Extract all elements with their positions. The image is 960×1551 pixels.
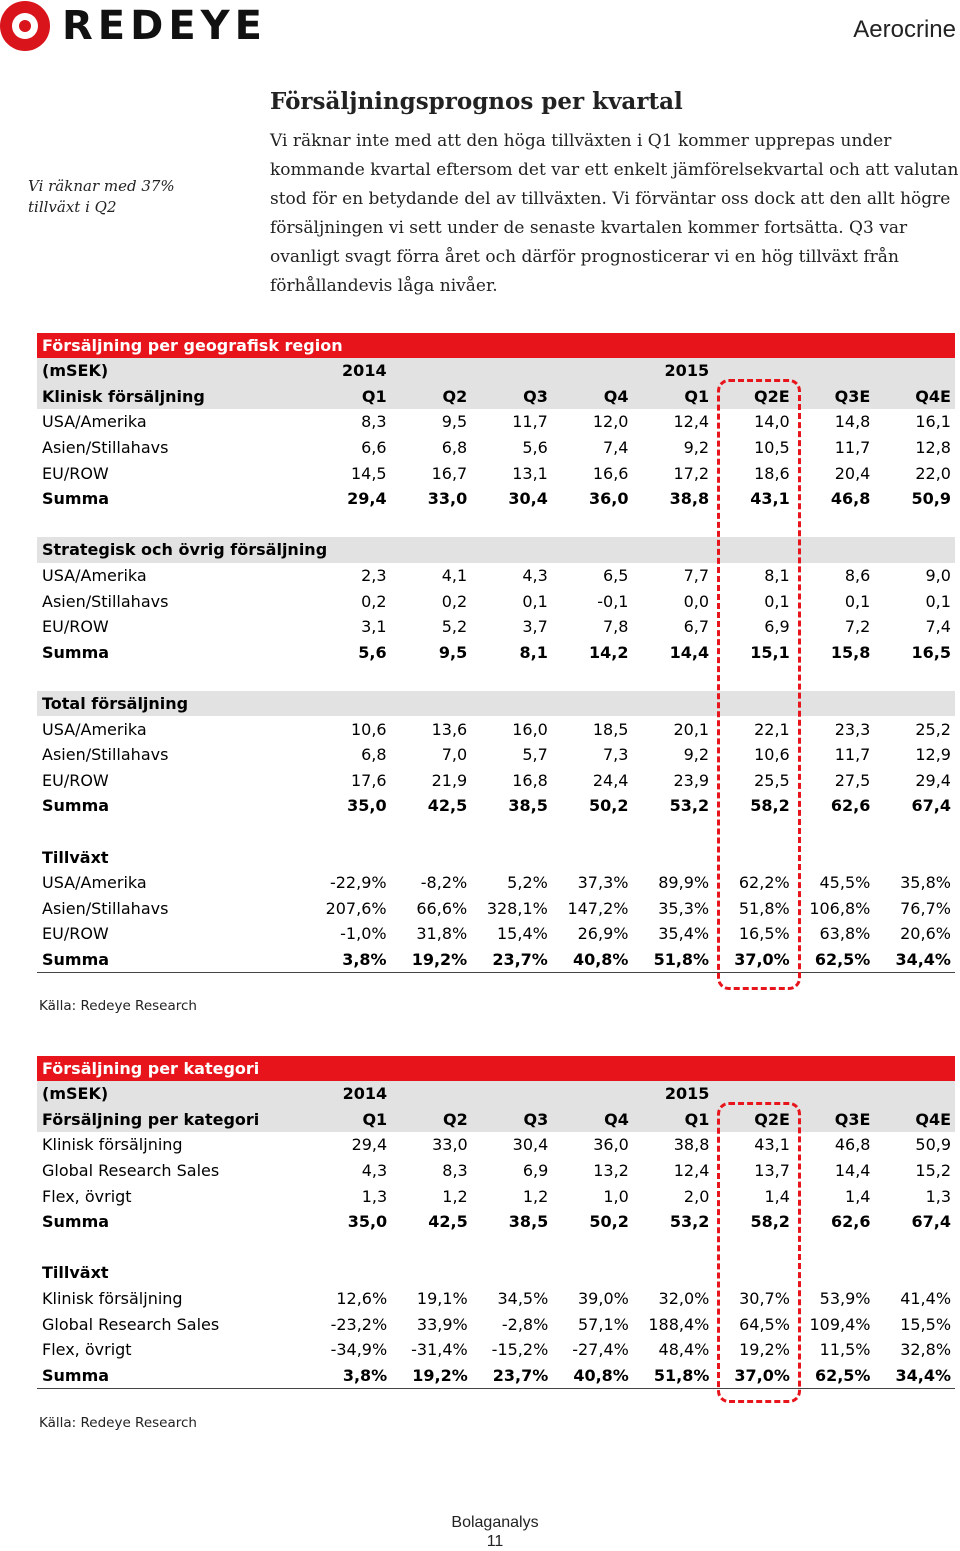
row-label: Flex, övrigt [42,1186,132,1206]
table-row [37,409,955,435]
table-cell: -1,0% [340,924,387,944]
table-cell: 15,8 [830,642,871,662]
table-cell: 16,8 [512,770,548,790]
table-cell: Q2 [442,386,468,406]
row-label: Asien/Stillahavs [42,591,169,611]
table-cell: 15,1 [750,642,790,662]
table-cell: 45,5% [819,873,871,893]
table-header-row [37,691,955,717]
table-cell: 1,4 [845,1186,871,1206]
table-cell: 38,5 [508,1212,549,1232]
table-header-row [37,1107,955,1133]
side-note: Vi räknar med 37% tillväxt i Q2 [28,177,175,216]
table-cell: 33,9% [416,1314,468,1334]
table-cell: 51,8% [653,1365,710,1385]
table-cell: 3,7 [522,617,548,637]
table-cell: 4,1 [441,566,468,586]
table-spacer-row [37,512,955,538]
table-cell: 6,8 [361,745,387,765]
table-cell: 16,1 [915,412,951,432]
row-label: Strategisk och övrig försäljning [42,540,328,560]
table-cell: 57,1% [578,1314,629,1334]
table-sales-by-category [37,1056,955,1389]
table-title-row [37,1056,955,1081]
table-cell: 53,9% [819,1289,871,1309]
table-row [37,1183,955,1209]
table-cell: 35,0 [347,1212,388,1232]
table-cell: 66,6% [416,898,468,918]
table-cell: 0,1 [844,591,871,611]
table-cell: 23,9 [673,770,710,790]
table-cell: Q3E [834,386,871,406]
table-cell: 2015 [664,361,710,381]
table-cell: 8,3 [361,412,387,432]
row-label: (mSEK) [42,361,109,381]
highlight-q2e-column [717,1102,801,1403]
table-cell: 35,8% [900,873,951,893]
table-cell: 37,0% [734,949,790,969]
table-cell: 23,7% [492,949,548,969]
table-cell: 19,1% [416,1289,468,1309]
table-cell: 1,2 [522,1186,549,1206]
row-label: Försäljning per kategori [42,1109,260,1129]
table-spacer-row [37,1235,955,1261]
table-cell: 62,2% [738,873,790,893]
table-cell: Q2E [754,1109,790,1129]
table-cell: 25,2 [915,719,951,739]
table-cell: 13,1 [512,463,548,483]
table-cell: 30,4 [508,489,548,509]
table-row [37,742,955,768]
table-row [37,1337,955,1363]
table-cell: 19,2% [739,1340,790,1360]
table-cell: 19,2% [412,1365,468,1385]
table-cell: 64,5% [739,1314,790,1334]
table-header-row [37,358,955,384]
table-spacer-row [37,819,955,845]
table-cell: 12,6% [336,1289,388,1309]
table-cell: 6,9 [522,1161,549,1181]
table-cell: 36,0 [588,489,629,509]
table-sum-row [37,947,955,974]
table-cell: 5,6 [358,642,387,662]
table-row [37,588,955,614]
table-cell: 58,2 [750,1212,790,1232]
table-sum-row [37,640,955,666]
table-cell: Q1 [362,1109,388,1129]
table-cell: 8,1 [519,642,548,662]
table-cell: Q1 [684,386,710,406]
table-cell: 40,8% [572,949,629,969]
table-row [37,435,955,461]
table-cell: 3,8% [342,949,387,969]
row-label: Summa [42,489,110,509]
table-row [37,768,955,794]
table-cell: 19,2% [411,949,468,969]
row-label: Klinisk försäljning [42,1135,183,1155]
table-cell: 12,8 [915,438,951,458]
table-cell: 62,6 [830,1212,871,1232]
table-cell: 76,7% [900,898,951,918]
table-cell: 14,4 [669,642,710,662]
table-cell: Q3E [834,1109,871,1129]
table-cell: 50,9 [911,489,951,509]
table-cell: 9,2 [683,438,710,458]
table-cell: 14,8 [834,412,871,432]
table-cell: 10,6 [350,719,387,739]
table-title-row [37,333,955,358]
row-label: Summa [42,1365,110,1385]
table-cell: 11,7 [512,412,548,432]
table-cell: 15,5% [900,1314,952,1334]
row-label: Klinisk försäljning [42,386,205,406]
table-cell: 23,7% [492,1365,549,1385]
table-cell: 51,8% [653,949,710,969]
table-cell: 10,6 [754,745,790,765]
row-label: Asien/Stillahavs [42,898,169,918]
table-cell: 188,4% [648,1314,710,1334]
table-cell: 13,6 [431,719,468,739]
table-cell: 13,7 [754,1161,790,1181]
table-cell: 0,1 [925,591,951,611]
table-cell: -31,4% [411,1340,468,1360]
brand-name: REDEYE [62,3,267,49]
row-label: Global Research Sales [42,1161,220,1181]
table-cell: 18,6 [754,463,790,483]
table-cell: 58,2 [750,796,790,816]
table-cell: 26,9% [577,924,629,944]
table-cell: 7,3 [603,745,629,765]
table-cell: 0,1 [764,591,790,611]
table-cell: 12,4 [673,1161,710,1181]
row-label: (mSEK) [42,1084,109,1104]
table-cell: 20,4 [834,463,871,483]
table-cell: -34,9% [330,1340,388,1360]
table-cell: Q4 [603,386,629,406]
table-cell: 24,4 [592,770,629,790]
table-row [37,870,955,896]
table-cell: 37,3% [577,873,629,893]
row-label: USA/Amerika [42,412,147,432]
eye-icon [0,1,50,51]
table-cell: Q4E [915,1109,952,1129]
table-cell: 15,2 [915,1161,952,1181]
table-cell: 29,4 [915,770,951,790]
table-cell: 16,5 [911,642,951,662]
table-row [37,895,955,921]
row-label: Asien/Stillahavs [42,745,169,765]
table-cell: 12,0 [592,412,629,432]
table-cell: 7,7 [683,566,710,586]
table-cell: 0,0 [683,591,710,611]
row-label: EU/ROW [42,924,109,944]
table-cell: 67,4 [911,1212,952,1232]
row-label: Försäljning per geografisk region [42,336,343,355]
row-label: EU/ROW [42,770,109,790]
redeye-logo [0,0,267,52]
table-cell: 46,8 [830,489,871,509]
table-sales-by-region [37,333,955,973]
row-label: Global Research Sales [42,1314,220,1334]
row-label: Asien/Stillahavs [42,438,169,458]
table-cell: 6,5 [603,566,629,586]
footer-label: Bolaganalys [451,1514,539,1531]
table-cell: Q1 [684,1109,710,1129]
table-cell: 14,0 [754,412,790,432]
table-cell: 3,1 [361,617,387,637]
table-cell: 4,3 [522,566,548,586]
table-cell: 7,2 [844,617,871,637]
table-cell: 14,4 [834,1161,871,1181]
row-label: EU/ROW [42,617,109,637]
table-cell: Q4 [604,1109,629,1129]
table-cell: 38,8 [669,489,710,509]
table-header-row [37,1081,955,1107]
table-cell: 12,4 [673,412,710,432]
table-cell: 0,2 [441,591,468,611]
table-cell: 9,5 [438,642,468,662]
row-label: Försäljning per kategori [42,1059,260,1078]
table-cell: 46,8 [834,1135,871,1155]
table-cell: 39,0% [578,1289,629,1309]
table-cell: 7,8 [603,617,629,637]
table-cell: 62,6 [830,796,871,816]
table-cell: 37,0% [734,1365,790,1385]
source-note: Källa: Redeye Research [39,998,197,1014]
row-label: USA/Amerika [42,873,147,893]
table-cell: -27,4% [572,1340,629,1360]
table-cell: -15,2% [491,1340,549,1360]
row-label: Summa [42,949,110,969]
table-cell: 42,5 [427,796,468,816]
table-cell: 63,8% [819,924,871,944]
table-cell: 4,3 [361,1161,388,1181]
table-cell: 38,8 [673,1135,710,1155]
table-cell: Q2E [754,386,790,406]
row-label: Total försäljning [42,694,189,714]
table-cell: -22,9% [329,873,387,893]
table-cell: 5,2% [507,873,548,893]
table-cell: 20,6% [900,924,951,944]
table-cell: 34,4% [895,1365,952,1385]
table-cell: 106,8% [809,898,871,918]
table-cell: 2,0 [683,1186,710,1206]
table-cell: 7,4 [603,438,629,458]
table-cell: 38,5 [508,796,548,816]
table-sum-row [37,1363,955,1390]
table-cell: 9,0 [925,566,951,586]
table-cell: 16,5% [738,924,790,944]
table-cell: 35,4% [658,924,710,944]
table-row [37,563,955,589]
table-cell: 1,2 [442,1186,468,1206]
table-cell: 43,1 [750,489,790,509]
table-cell: -0,1 [597,591,629,611]
table-cell: 0,2 [361,591,387,611]
table-cell: 3,8% [342,1365,388,1385]
table-cell: 30,4 [512,1135,549,1155]
row-label: USA/Amerika [42,719,147,739]
table-cell: 40,8% [573,1365,629,1385]
highlight-q2e-column [717,379,801,990]
table-cell: 147,2% [567,898,629,918]
table-cell: 48,4% [658,1340,710,1360]
table-cell: 16,7 [431,463,468,483]
table-cell: 11,7 [834,438,871,458]
table-cell: 8,3 [442,1161,468,1181]
table-cell: -2,8% [501,1314,549,1334]
table-cell: 32,8% [900,1340,952,1360]
table-cell: 2014 [342,361,387,381]
table-cell: 50,2 [588,796,629,816]
table-cell: 8,1 [764,566,790,586]
table-cell: 62,5% [814,949,871,969]
table-cell: 6,6 [361,438,387,458]
table-cell: 33,0 [432,1135,468,1155]
table-cell: 8,6 [844,566,871,586]
table-header-row [37,537,955,563]
table-cell: 2,3 [361,566,387,586]
table-cell: 17,6 [350,770,387,790]
table-row [37,1132,955,1158]
table-cell: Q3 [523,386,548,406]
table-sum-row [37,486,955,512]
table-cell: 2014 [342,1084,388,1104]
table-cell: Q2 [443,1109,468,1129]
table-cell: 109,4% [809,1314,871,1334]
table-cell: 35,0 [347,796,387,816]
table-spacer-row [37,665,955,691]
table-cell: 23,3 [834,719,871,739]
table-cell: 53,2 [669,1212,710,1232]
table-cell: 12,9 [915,745,951,765]
row-label: Summa [42,1212,110,1232]
table-sum-row [37,844,955,870]
table-cell: 1,3 [925,1186,952,1206]
table-cell: 27,5 [834,770,871,790]
table-row [37,614,955,640]
table-cell: -23,2% [330,1314,388,1334]
table-cell: 29,4 [351,1135,388,1155]
table-cell: 1,3 [361,1186,388,1206]
table-cell: 5,2 [441,617,468,637]
table-cell: 34,4% [895,949,951,969]
table-sum-row [37,1260,955,1286]
table-cell: 14,5 [350,463,387,483]
table-cell: 6,7 [683,617,710,637]
table-cell: 33,0 [427,489,468,509]
table-cell: 1,0 [603,1186,629,1206]
row-label: USA/Amerika [42,566,147,586]
table-cell: 9,2 [683,745,710,765]
table-cell: 10,5 [754,438,790,458]
table-cell: 53,2 [669,796,710,816]
table-row [37,1311,955,1337]
table-cell: 41,4% [900,1289,952,1309]
table-cell: 22,1 [754,719,790,739]
table-cell: 62,5% [814,1365,871,1385]
table-row [37,716,955,742]
table-row [37,1158,955,1184]
table-cell: Q3 [523,1109,549,1129]
table-cell: Q1 [361,386,387,406]
table-cell: 11,5% [819,1340,871,1360]
table-cell: 22,0 [915,463,951,483]
table-cell: 0,1 [522,591,548,611]
table-cell: 1,4 [764,1186,790,1206]
table-row [37,460,955,486]
table-cell: 36,0 [593,1135,629,1155]
table-cell: 67,4 [911,796,951,816]
row-label: Tillväxt [42,1263,109,1283]
table-sum-row [37,1209,955,1235]
table-cell: 16,0 [512,719,548,739]
table-header-row [37,384,955,410]
table-cell: 5,6 [522,438,548,458]
table-cell: 14,2 [588,642,629,662]
table-cell: 31,8% [416,924,468,944]
table-row [37,1286,955,1312]
row-label: Flex, övrigt [42,1340,132,1360]
table-cell: 34,5% [497,1289,549,1309]
table-cell: 20,1 [673,719,710,739]
table-cell: 35,3% [658,898,710,918]
table-cell: 30,7% [739,1289,790,1309]
table-cell: 328,1% [486,898,548,918]
table-cell: Q4E [915,386,951,406]
table-cell: 42,5 [428,1212,468,1232]
source-note: Källa: Redeye Research [39,1415,197,1431]
table-sum-row [37,793,955,819]
table-cell: 51,8% [738,898,790,918]
table-cell: 16,6 [592,463,629,483]
table-cell: 29,4 [347,489,387,509]
row-label: Tillväxt [42,847,109,867]
table-cell: 7,4 [925,617,951,637]
table-cell: 18,5 [592,719,629,739]
table-cell: 6,8 [441,438,468,458]
page-number: 11 [486,1533,504,1550]
table-cell: 50,2 [589,1212,629,1232]
row-label: Klinisk försäljning [42,1289,183,1309]
row-label: EU/ROW [42,463,109,483]
table-cell: 11,7 [834,745,871,765]
table-cell: 6,9 [764,617,790,637]
table-cell: 17,2 [673,463,710,483]
company-name: Aerocrine [853,16,956,43]
table-cell: 2015 [664,1084,710,1104]
table-cell: 50,9 [915,1135,952,1155]
table-cell: 5,7 [522,745,548,765]
row-label: Summa [42,642,110,662]
table-cell: 21,9 [431,770,468,790]
table-row [37,921,955,947]
section-body: Vi räknar inte med att den höga tillväxten i Q1 kommer upprepas under kommande kvartal eftersom det var ett enkelt jämförelsekvartal och att valutan stod för en betydande del av tillväxten. Vi förväntar oss dock att den allt högre försäljningen vi sett under de senaste kvartalen kommer fortsätta. Q3 var ovanligt svagt förra året och därför prognosticerar vi en hög tillväxt från förhållandevis låga nivåer. [270,131,959,296]
table-cell: 32,0% [658,1289,710,1309]
row-label: Summa [42,796,110,816]
table-cell: 13,2 [593,1161,629,1181]
table-cell: 15,4% [497,924,548,944]
table-cell: 25,5 [754,770,790,790]
section-heading: Försäljningsprognos per kvartal [270,88,683,115]
table-cell: 207,6% [325,898,387,918]
table-cell: -8,2% [420,873,468,893]
table-cell: 89,9% [658,873,710,893]
table-cell: 43,1 [754,1135,790,1155]
table-cell: 7,0 [441,745,468,765]
table-cell: 9,5 [441,412,468,432]
